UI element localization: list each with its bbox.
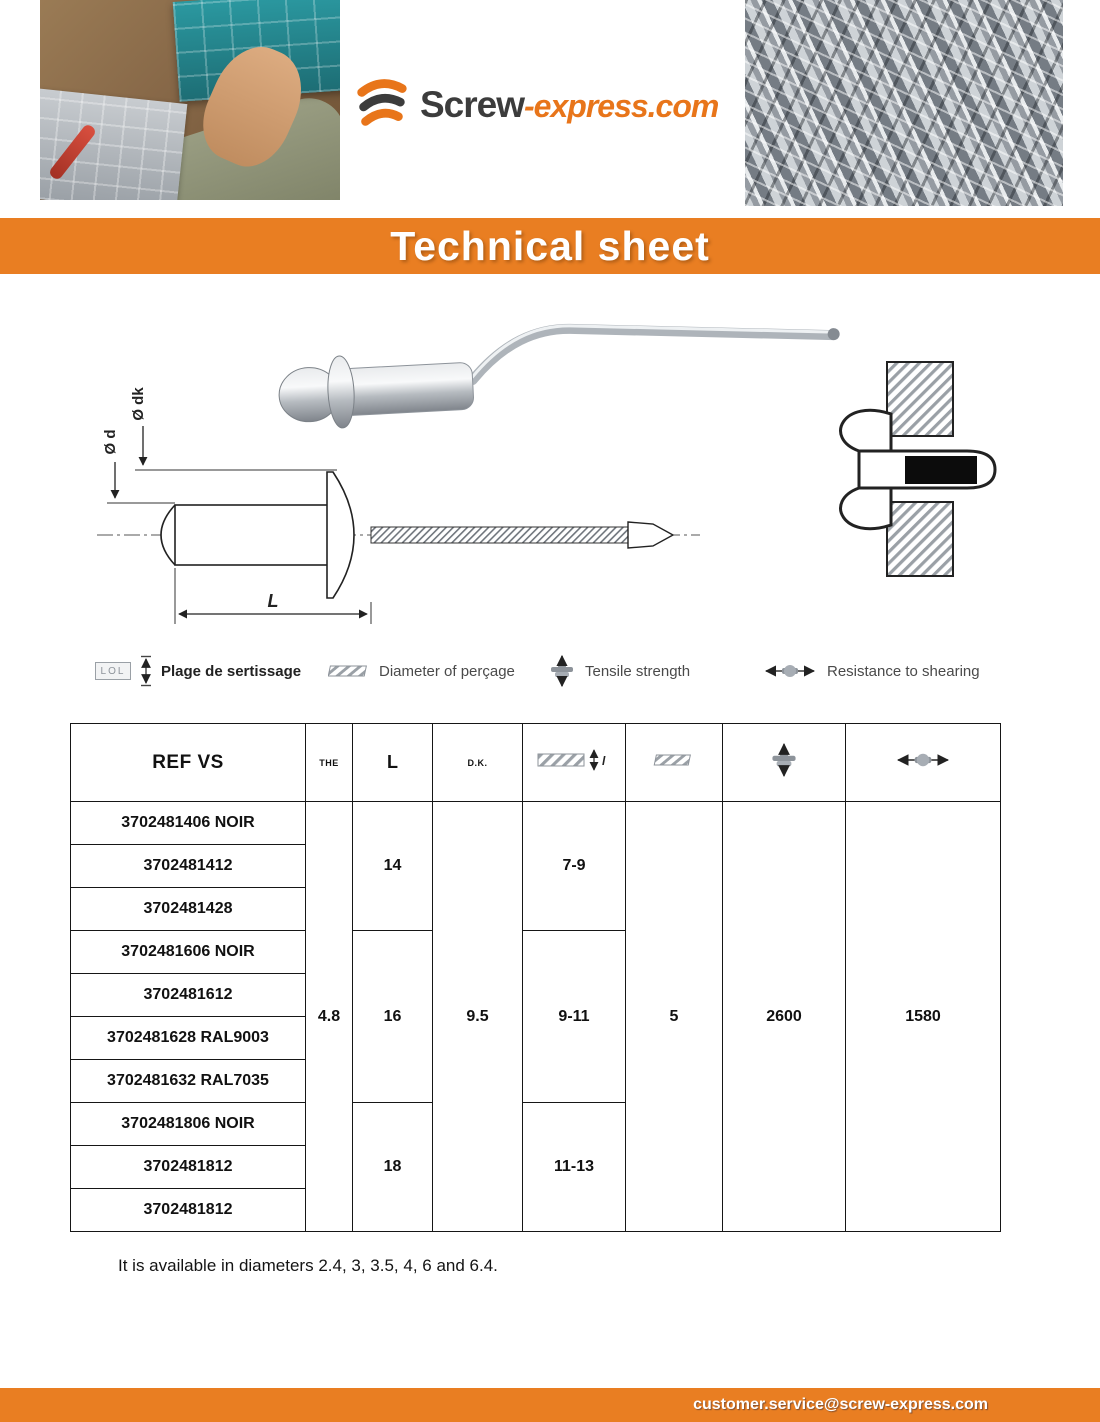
- legend-label-drill: Diameter of perçage: [379, 662, 515, 680]
- ref-cell: 3702481612: [71, 974, 306, 1017]
- legend-label-shear: Resistance to shearing: [827, 662, 980, 680]
- logo-text: [420, 84, 718, 126]
- availability-note: It is available in diameters 2.4, 3, 3.5, 4, 6 and 6.4.: [118, 1256, 498, 1275]
- photo-parts-box-decor: [40, 88, 187, 200]
- drill-cell: 5: [626, 802, 723, 1232]
- drill-diameter-icon: [328, 663, 370, 679]
- table-header-row: [71, 724, 1001, 802]
- grip-cell: 9-11: [523, 931, 626, 1103]
- legend-item-crimping-range: [95, 652, 301, 690]
- crimping-range-arrow-icon: [140, 655, 152, 687]
- brand-logo: [352, 72, 752, 138]
- ref-cell: 3702481606 NOIR: [71, 931, 306, 974]
- tensile-cell: 2600: [723, 802, 846, 1232]
- ref-cell: 3702481812: [71, 1189, 306, 1232]
- ref-cell: 3702481406 NOIR: [71, 802, 306, 845]
- ref-cell: 3702481428: [71, 888, 306, 931]
- col-header-drill-diameter: [626, 724, 723, 802]
- shear-resistance-icon: [762, 660, 818, 682]
- diameter-cell: 4.8: [306, 802, 353, 1232]
- logo-text-primary: Screw: [420, 84, 525, 125]
- shear-resistance-icon: [894, 748, 952, 772]
- plate-bottom: [887, 502, 953, 576]
- crimping-range-icon: LOL: [95, 662, 131, 680]
- col-header-tensile: [723, 724, 846, 802]
- spec-table: [70, 723, 1001, 1232]
- rivet-mandrel: [371, 527, 628, 543]
- shear-cell: 1580: [846, 802, 1001, 1232]
- tensile-strength-icon: [769, 740, 799, 780]
- dim-label-d: Ø d: [102, 429, 119, 455]
- legend-item-drill-diameter: [328, 652, 515, 690]
- rivet-technical-drawing: [75, 360, 740, 650]
- ref-cell: 3702481812: [71, 1146, 306, 1189]
- col-header-dk: D.K.: [433, 724, 523, 802]
- ref-cell: 3702481806 NOIR: [71, 1103, 306, 1146]
- legend-item-tensile: [548, 652, 690, 690]
- banner-title: Technical sheet: [0, 218, 1100, 274]
- contact-email[interactable]: customer.service@screw-express.com: [693, 1396, 988, 1413]
- screws-pile-photo: [745, 0, 1063, 206]
- col-header-length: L: [353, 724, 433, 802]
- col-header-shear: [846, 724, 1001, 802]
- dk-cell: 9.5: [433, 802, 523, 1232]
- drill-diameter-icon: [652, 752, 696, 768]
- svg-text:l: l: [602, 754, 606, 768]
- legend-label-crimping: Plage de sertissage: [161, 662, 302, 680]
- ref-cell: 3702481628 RAL9003: [71, 1017, 306, 1060]
- logo-text-secondary: -express.com: [524, 88, 719, 124]
- dim-label-length: L: [267, 591, 279, 611]
- legend-label-tensile: Tensile strength: [585, 662, 691, 680]
- length-cell: 18: [353, 1103, 433, 1232]
- col-header-the: THE: [306, 724, 353, 802]
- broken-mandrel: [905, 456, 977, 484]
- table-row: [71, 802, 1001, 845]
- length-cell: 16: [353, 931, 433, 1103]
- col-header-grip-range: [523, 724, 626, 802]
- logo-s-icon: [352, 76, 410, 134]
- ref-cell: 3702481632 RAL7035: [71, 1060, 306, 1103]
- grip-cell: 7-9: [523, 802, 626, 931]
- ref-cell: 3702481412: [71, 845, 306, 888]
- rivet-flange: [327, 472, 354, 598]
- legend-item-shear: [762, 652, 980, 690]
- mandrel-tip: [628, 522, 673, 548]
- workbench-photo: [40, 0, 340, 200]
- grip-range-icon: [536, 746, 612, 774]
- dim-label-dk: Ø dk: [130, 387, 147, 421]
- tensile-strength-icon: [548, 652, 576, 690]
- grip-cell: 11-13: [523, 1103, 626, 1232]
- col-header-ref: REF VS: [71, 724, 306, 802]
- rivet-cross-section-drawing: [815, 352, 1020, 587]
- footer-bar: [0, 1388, 1100, 1422]
- length-cell: 14: [353, 802, 433, 931]
- plate-top: [887, 362, 953, 436]
